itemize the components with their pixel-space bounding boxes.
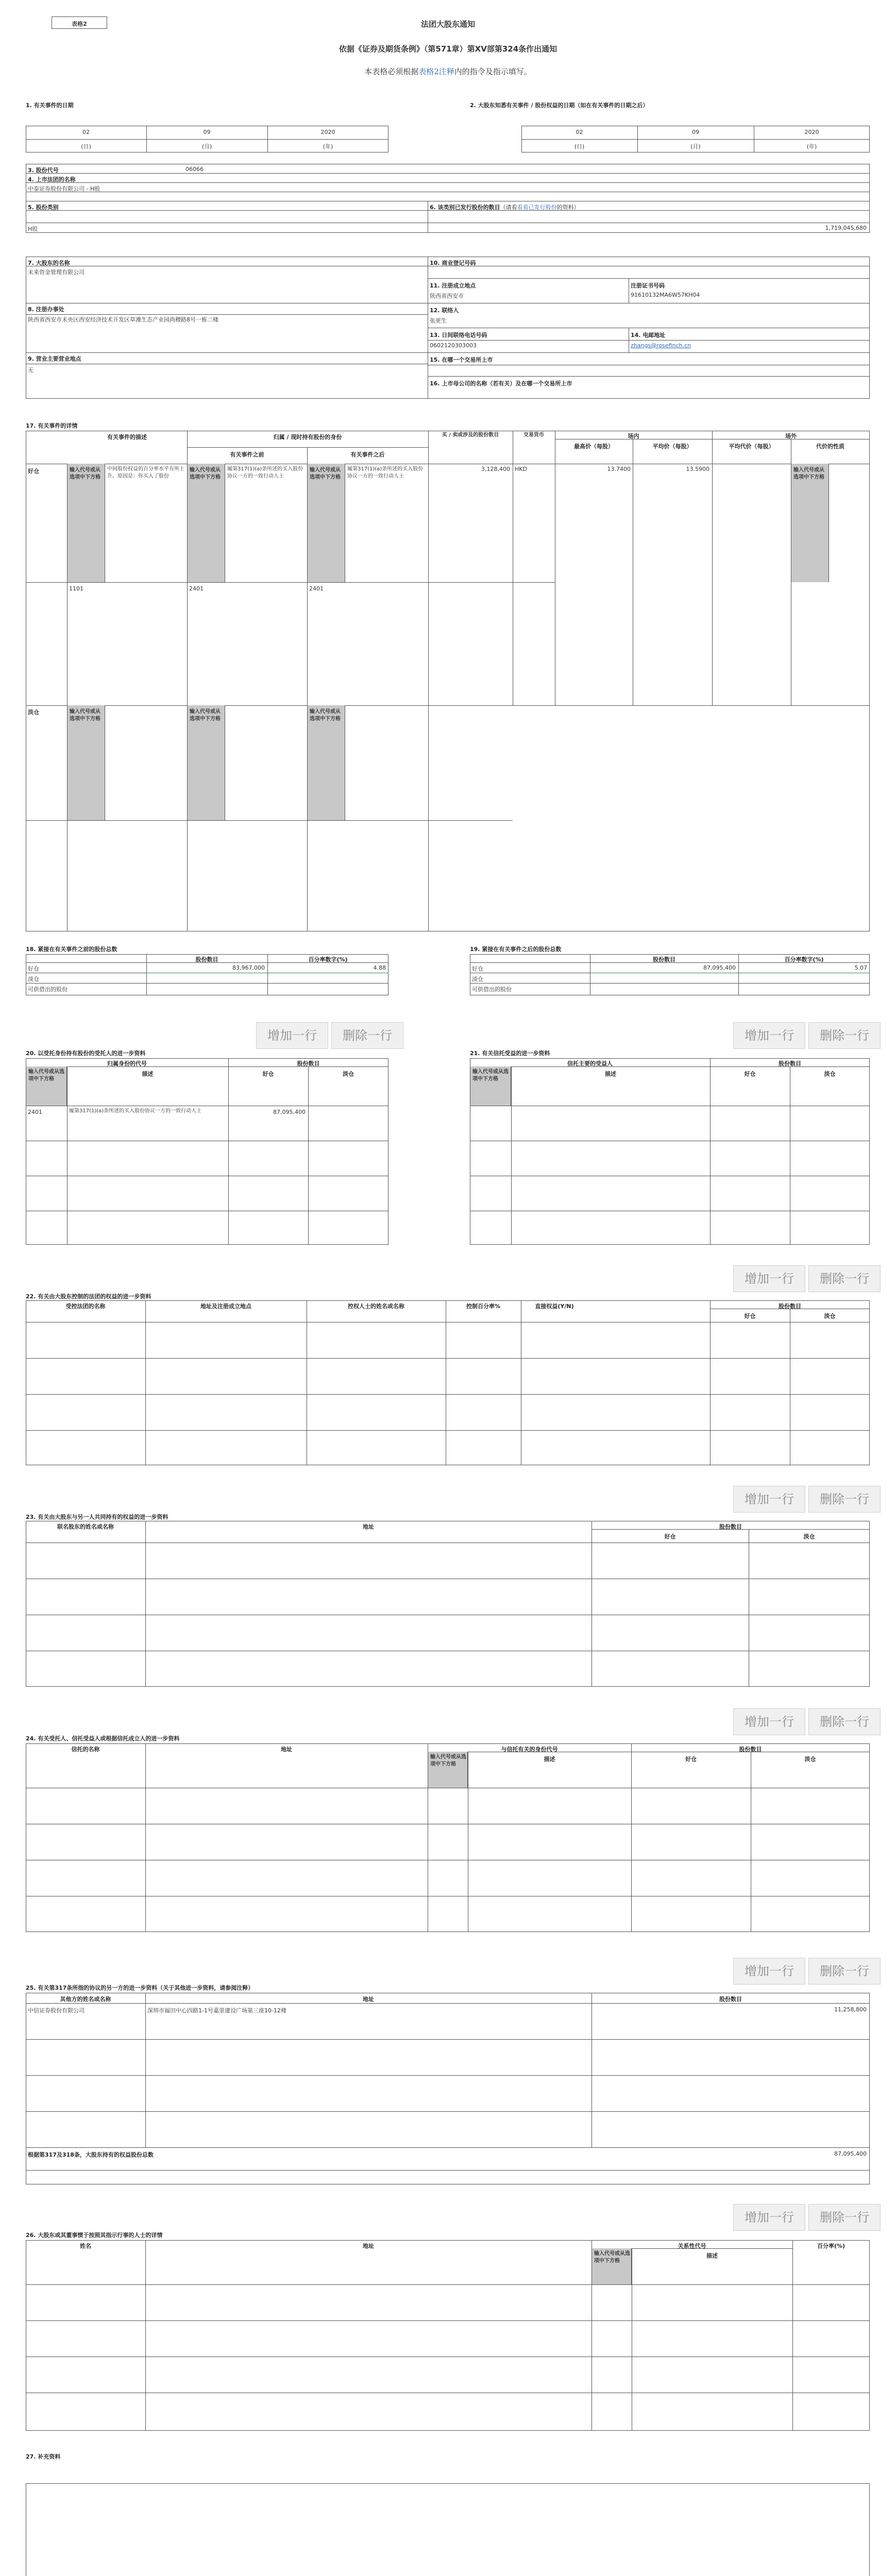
s23-col-count: 股份数目	[719, 1523, 742, 1530]
s25-row-address[interactable]: 深圳市福田中心四路1-1号嘉里建设广场第三座10-12楼	[147, 2007, 286, 2014]
s25-row-count[interactable]: 11,258,800	[834, 2006, 867, 2013]
s1-day[interactable]: 02	[82, 129, 90, 135]
s2-month-label: (月)	[690, 143, 701, 150]
s20-label: 20. 以受托身份持有股份的受托人的进一步资料	[26, 1050, 146, 1057]
s17-col-capacity: 归属 / 现时持有股份的身份	[273, 434, 342, 440]
s17-after-desc: 履第317(1)(a)条所述的买入股份协议一方的一致行动人士	[347, 466, 424, 479]
s17-event-code-input[interactable]	[67, 464, 105, 582]
s6-label-text: 6. 该类别已发行股份的数目	[430, 204, 500, 211]
s1-month[interactable]: 09	[203, 129, 211, 135]
s23-add-row-button[interactable]: 增加一行	[733, 1486, 805, 1513]
s21-col-short: 淡仓	[824, 1071, 836, 1077]
s26-col-address: 地址	[363, 2243, 374, 2249]
s2-month[interactable]: 09	[692, 129, 699, 135]
s6-hint-prefix: （请看	[500, 204, 517, 211]
s1-year[interactable]: 2020	[320, 129, 335, 135]
s19-short: 淡仓	[472, 976, 483, 982]
s24-col-trust: 信托的名称	[71, 1746, 100, 1753]
s17-col-nature: 代价的性质	[816, 443, 844, 450]
s16-label: 16. 上市母公司的名称（若有关）及在哪一个交易所上市	[430, 380, 572, 387]
s21-col-count: 股份数目	[779, 1060, 801, 1067]
s17-code-2[interactable]: 2401	[189, 585, 204, 592]
s22-col-long: 好仓	[744, 1313, 756, 1319]
s22-col-count: 股份数目	[779, 1303, 801, 1310]
s22-add-row-button[interactable]: 增加一行	[733, 1265, 805, 1292]
s20-code-input[interactable]	[26, 1066, 67, 1106]
s1-day-label: (日)	[81, 143, 91, 150]
page-title: 法团大股东通知	[420, 20, 475, 29]
s22-col-control-pct: 控制百分率%	[466, 1303, 501, 1310]
s20-row-code[interactable]: 2401	[28, 1109, 42, 1115]
s24-label: 24. 有关受托人、信托受益人或根据信托成立人的进一步资料	[26, 1735, 180, 1742]
s20-row-desc: 履第317(1)(a)条所述的买入股份协议一方的一致行动人士	[69, 1108, 202, 1114]
s17-grey-label-1: 输入代号或从选项中下方格	[70, 467, 100, 480]
s2-day-label: (日)	[574, 143, 585, 150]
s8-label: 8. 注册办事处	[28, 306, 64, 313]
s2-year[interactable]: 2020	[804, 129, 819, 135]
s26-col-desc: 描述	[706, 2252, 718, 2259]
s17-grey-label-4: 输入代号或从选项中下方格	[793, 467, 824, 480]
s9-label: 9. 营业主要营业地点	[28, 355, 81, 362]
s17-currency[interactable]: HKD	[515, 466, 527, 472]
s24-col-long: 好仓	[685, 1756, 697, 1762]
s18-col-pct: 百分率数字(%)	[308, 956, 348, 963]
s20-col-long: 好仓	[262, 1071, 274, 1077]
s4-label: 4. 上市法团的名称	[28, 176, 76, 183]
s17-grey-label-2: 输入代号或从选项中下方格	[190, 467, 221, 480]
s26-add-row-button[interactable]: 增加一行	[733, 2204, 805, 2231]
s3-stock-code[interactable]: 06066	[185, 166, 204, 173]
s18-long: 好仓	[28, 965, 39, 972]
s26-table	[26, 2240, 870, 2431]
s18-col-count: 股份数目	[195, 956, 218, 963]
s19-lending: 可供借出的股份	[472, 986, 512, 993]
s11-place-of-incorporation[interactable]: 陕西省西安市	[430, 293, 464, 299]
s21-grey-label: 输入代号或从选项中下方格	[472, 1069, 509, 1082]
s23-label: 23. 有关由大股东与另一人共同持有的权益的进一步资料	[26, 1514, 168, 1520]
s25-col-address: 地址	[363, 1996, 374, 2003]
s3-label: 3. 股份代号	[28, 167, 59, 174]
s17-grey-label-3: 输入代号或从选项中下方格	[310, 467, 341, 480]
s22-table	[26, 1300, 870, 1465]
instruction-note-prefix: 本表格必须根据	[364, 67, 419, 76]
s17-col-before: 有关事件之前	[230, 451, 264, 458]
s17-col-high: 最高价（每股）	[574, 443, 614, 450]
s17-col-after: 有关事件之后	[350, 451, 385, 458]
s17-average-price[interactable]: 13.5900	[686, 466, 709, 472]
s22-label: 22. 有关由大股东控制的法团的权益的进一步资料	[26, 1293, 151, 1300]
s26-col-pct: 百分率(%)	[817, 2243, 846, 2249]
s17-after-code-input[interactable]	[307, 464, 345, 582]
s14-email[interactable]: zhangs@rosefinch.cn	[631, 342, 691, 349]
s20-col-short: 淡仓	[343, 1071, 354, 1077]
s18-short: 淡仓	[28, 976, 39, 982]
s22-col-name: 受控法团的名称	[65, 1303, 106, 1310]
page-subtitle: 依据《证券及期货条例》（第571章）第XV部第324条作出通知	[339, 44, 557, 54]
s18-long-count[interactable]: 83,967,000	[232, 964, 265, 971]
s6-issued-shares-link[interactable]: 看看已发行股份	[517, 204, 557, 211]
s11-label: 11. 注册成立地点	[430, 282, 476, 289]
s17-code-3[interactable]: 2401	[309, 585, 324, 592]
s17-col-shares: 买 / 卖或涉及的股份数目	[442, 432, 499, 438]
s17-before-code-input[interactable]	[187, 464, 225, 582]
s5-share-class[interactable]: H股	[28, 226, 38, 232]
s17-long-label: 好仓	[28, 468, 39, 474]
s7-label: 7. 大股东的名称	[28, 260, 70, 266]
s8-registered-office[interactable]: 陕西省西安市未央区西安经济技术开发区草滩生态产业园尚稷路8号一栋二楼	[28, 316, 218, 323]
s20-delete-row-button[interactable]: 删除一行	[331, 1022, 403, 1049]
s21-col-desc: 描述	[605, 1071, 616, 1077]
s22-col-direct: 直接权益(Y/N)	[535, 1303, 574, 1310]
s11b-label: 注册证书号码	[631, 282, 665, 289]
s25-add-row-button[interactable]: 增加一行	[733, 1958, 805, 1985]
s22-col-address: 地址及注册成立地点	[200, 1303, 251, 1310]
s12-contact-person[interactable]: 张更生	[430, 317, 447, 324]
s26-code-input[interactable]	[591, 2248, 632, 2284]
s24-col-count: 股份数目	[739, 1746, 762, 1753]
s18-long-pct[interactable]: 4.88	[373, 964, 386, 971]
s13-phone[interactable]: 0602120303003	[430, 342, 477, 349]
s7-holder-name[interactable]: 未来资金管理有限公司	[28, 269, 84, 276]
s26-col-relationship: 关系性代号	[678, 2243, 706, 2249]
s1-month-label: (月)	[201, 143, 212, 150]
s17-grey-label-7: 输入代号或从选项中下方格	[310, 709, 341, 722]
s17-highest-price[interactable]: 13.7400	[607, 466, 631, 472]
s23-table	[26, 1521, 870, 1687]
s19-long-pct[interactable]: 5.07	[854, 964, 867, 971]
s22-col-controller: 控权人士的姓名或名称	[348, 1303, 404, 1310]
s20-add-row-button[interactable]: 增加一行	[256, 1022, 328, 1049]
s17-nature-code-input[interactable]	[791, 464, 829, 582]
s23-col-short: 淡仓	[803, 1533, 815, 1540]
s21-add-row-button[interactable]: 增加一行	[733, 1022, 805, 1049]
s23-col-address: 地址	[363, 1523, 374, 1530]
s24-grey-label: 输入代号或从选项中下方格	[430, 1754, 466, 1767]
s14-label: 14. 电邮地址	[631, 332, 666, 338]
s18-label: 18. 紧接在有关事件之前的股份总数	[26, 946, 117, 953]
s17-short-after-input[interactable]	[307, 705, 345, 820]
s2-day[interactable]: 02	[576, 129, 583, 135]
s24-code-input[interactable]	[428, 1752, 468, 1788]
s25-col-count: 股份数目	[719, 1996, 742, 2003]
s6-issued-shares[interactable]: 1,719,045,680	[825, 225, 867, 231]
s17-before-desc: 履第317(1)(a)条所述的买入股份协议一方的一致行动人士	[227, 466, 303, 479]
s15-label: 15. 在哪一个交易所上市	[430, 357, 493, 363]
s19-long: 好仓	[472, 965, 483, 972]
s25-row-name[interactable]: 中信证券股份有限公司	[28, 2007, 84, 2014]
s23-delete-row-button[interactable]: 删除一行	[808, 1486, 881, 1513]
s25-total-label: 根据第317及318条，大股东持有的权益股份总数	[28, 2151, 154, 2158]
s25-label: 25. 有关第317条所指的协议的另一方的进一步资料（关于其他进一步资料，请参阅注释）	[26, 1985, 254, 1991]
instruction-note	[0, 66, 896, 77]
s22-col-short: 淡仓	[824, 1313, 836, 1319]
s19-label: 19. 紧接在有关事件之后的股份总数	[470, 946, 562, 953]
s17-short-label: 淡仓	[28, 709, 39, 716]
s17-short-before-input[interactable]	[187, 705, 225, 820]
s21-col-long: 好仓	[744, 1071, 756, 1077]
s17-label: 17. 有关事件的详情	[26, 422, 78, 429]
s25-delete-row-button[interactable]: 删除一行	[808, 1958, 881, 1985]
s24-col-address: 地址	[281, 1746, 292, 1753]
s21-col-type: 信托主要的受益人	[567, 1060, 613, 1067]
s21-delete-row-button[interactable]: 删除一行	[808, 1022, 881, 1049]
s11b-certificate-number[interactable]: 91610132MA6W57KH04	[631, 292, 700, 298]
s19-col-count: 股份数目	[653, 956, 675, 963]
s19-col-pct: 百分率数字(%)	[784, 956, 824, 963]
s17-col-avg-consideration: 平均代价（每股）	[729, 443, 774, 450]
s24-delete-row-button[interactable]: 删除一行	[808, 1708, 881, 1735]
s17-short-event-input[interactable]	[67, 705, 105, 820]
s9-place-of-business[interactable]: 无	[28, 367, 33, 374]
s26-label: 26. 大股东或其董事惯于按照其指示行事的人士的详情	[26, 2232, 163, 2239]
s20-col-code: 归属身份的代号	[107, 1060, 147, 1067]
s10-label: 10. 商业登记号码	[430, 260, 476, 266]
s17-col-onexchange: 场内	[628, 433, 639, 439]
s27-supplementary-input[interactable]	[26, 2483, 870, 2576]
s24-col-desc: 描述	[544, 1756, 555, 1762]
s2-label: 2. 大股东知悉有关事件 / 股份权益的日期（如在有关事件的日期之后）	[470, 102, 649, 109]
s26-col-name: 姓名	[80, 2243, 91, 2249]
s25-total-value[interactable]: 87,095,400	[834, 2150, 867, 2157]
s21-label: 21. 有关信托受益的进一步资料	[470, 1050, 550, 1057]
s13-label: 13. 日间联络电话号码	[430, 332, 487, 338]
s20-table	[26, 1058, 388, 1245]
s23-col-long: 好仓	[664, 1533, 676, 1540]
s24-col-capacity: 与信托有关的身份代号	[501, 1746, 558, 1753]
s20-grey-label: 输入代号或从选项中下方格	[28, 1069, 64, 1082]
notes-link[interactable]: 表格2注释	[418, 67, 454, 76]
s2-year-label: (年)	[806, 143, 817, 150]
s17-col-currency: 交易货币	[523, 432, 544, 438]
s1-label: 1. 有关事件的日期	[26, 102, 74, 109]
s6-label	[430, 203, 580, 211]
s4-company-name[interactable]: 中泰证券股份有限公司 - H股	[28, 185, 100, 192]
instruction-note-suffix: 内的指令及指示填写。	[454, 67, 532, 76]
form-tag: 表格2	[72, 21, 87, 27]
s17-grey-label-6: 输入代号或从选项中下方格	[190, 709, 221, 722]
s1-year-label: (年)	[323, 143, 333, 150]
s23-col-name: 联名股东的姓名或名称	[57, 1523, 114, 1530]
s18-lending: 可供借出的股份	[28, 986, 67, 993]
s25-col-name: 其他方的姓名或名称	[60, 1996, 111, 2003]
s22-delete-row-button[interactable]: 删除一行	[808, 1265, 881, 1292]
s17-col-offexchange: 场外	[785, 433, 797, 439]
s17-col-avg: 平均价（每股）	[652, 443, 692, 450]
s17-col-event: 有关事件的描述	[107, 434, 147, 440]
s12-label: 12. 联络人	[430, 307, 459, 314]
s20-col-desc: 描述	[142, 1071, 154, 1077]
s21-code-input[interactable]	[470, 1066, 511, 1106]
s26-delete-row-button[interactable]: 删除一行	[808, 2204, 881, 2231]
s17-event-desc: 中间股份权益的百分率水平有所上升。原因是：你买入了股份	[107, 466, 184, 479]
s5-label: 5. 股份类别	[28, 204, 59, 211]
s17-shares[interactable]: 3,128,400	[481, 466, 510, 472]
s17-grey-label-5: 输入代号或从选项中下方格	[70, 709, 100, 722]
s19-long-count[interactable]: 87,095,400	[703, 964, 736, 971]
s27-label: 27. 补充资料	[26, 2453, 61, 2460]
s24-add-row-button[interactable]: 增加一行	[733, 1708, 805, 1735]
s20-col-count: 股份数目	[297, 1060, 320, 1067]
s17-code-1[interactable]: 1101	[69, 585, 83, 592]
s20-row-long[interactable]: 87,095,400	[273, 1109, 306, 1115]
s6-hint-suffix: 的资料）	[556, 204, 580, 211]
s24-col-short: 淡仓	[804, 1756, 816, 1762]
s26-grey-label: 输入代号或从选项中下方格	[594, 2251, 630, 2264]
s21-table	[470, 1058, 870, 1245]
